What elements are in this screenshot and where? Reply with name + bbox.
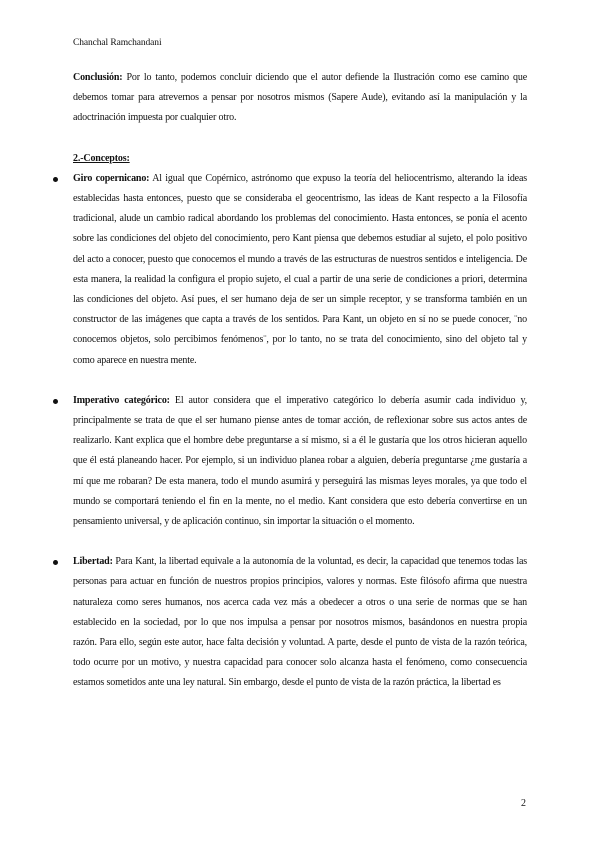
bullet-icon xyxy=(53,560,58,565)
section-heading: 2.-Conceptos: xyxy=(73,152,130,164)
conclusion-text: Por lo tanto, podemos concluir diciendo que el autor defiende la Ilustración como ese camino que debemos tomar para atrevernos a pensar por nosotros mismos (Sapere Aude), evitando así la manipulación y la adoctrinación impuesta por cualquier otro. xyxy=(73,72,527,124)
concept-item-libertad xyxy=(73,552,527,693)
bullet-icon xyxy=(53,399,58,404)
conclusion-label: Conclusión: xyxy=(73,72,123,83)
concept-text: Para Kant, la libertad equivale a la autonomía de la voluntad, es decir, la capacidad que tenemos todas las personas para actuar en función de nuestros propios principios, valores y normas. Este filósofo afirma que nuestra naturaleza como seres humanos, nos acerca cada vez más a obedecer a otros o una serie de normas que se han establecido en la sociedad, por lo que nos impulsa a pensar por nosotros mismos, basándonos en nuestra propia razón. Para ello, según este autor, hace falta decisión y voluntad. A parte, desde el punto de vista de la razón teórica, todo ocurre por un motivo, y nuestra capacidad para conocer solo alcanza hasta el fenómeno, como consecuencia estamos sometidos ante una ley natural. Sin embargo, desde el punto de vista de la razón práctica, la libertad es xyxy=(73,556,527,689)
concept-term: Libertad: xyxy=(73,556,113,568)
concept-text: El autor considera que el imperativo categórico lo debería asumir cada individuo y, principalmente se trata de que el ser humano piense antes de tomar acción, de reflexionar sobre sus actos antes de realizarlo. Kant explica que el hombre debe preguntarse a sí mismo, si a él le gustaría que los otros hicieran aquello que él está planeando hacer. Por ejemplo, si un individuo planea robar a alguien, debería preguntarse ¿me gustaría a mí que me robaran? De esta manera, todo el mundo asumirá y perseguirá las mismas leyes morales, ya que todo el mundo se comportará teniendo el fin en la mente, no el medio. Kant considera que esto debería convertirse en un pensamiento universal, y de aplicación continuo, sin importar la situación o el momento. xyxy=(73,394,527,528)
page-content xyxy=(73,68,527,694)
page-header-author: Chanchal Ramchandani xyxy=(73,38,162,48)
concept-text: Al igual que Copérnico, astrónomo que expuso la teoría del heliocentrismo, alterando la ideas establecidas hasta entonces, puesto que se consideraba el geocentrismo, las ideas de Kant respecto a la Filosofía tradicional, alude un cambio radical abordando los problemas del conocimiento. Hasta entonces, se ponía el acento sobre las condiciones del objeto del conocimiento, pero Kant piensa que debemos estudiar al sujeto, el polo positivo del acto a conocer, puesto que conocemos el mundo a través de las estructuras de nuestros sentidos e inteligencia. De esta manera, la realidad la configura el propio sujeto, el cual a partir de una serie de condiciones a priori, determina las condiciones del objeto. Así pues, el ser humano deja de ser un simple receptor, y se transforma también en un constructor de las imágenes que capta a través de los sentidos. Para Kant, un objeto en sí no se puede conocer, ¨no conocemos objetos, solo percibimos fenómenos¨, por lo tanto, no se trata del conocimiento, sino del objeto tal y como aparece en nuestra mente. xyxy=(73,172,528,366)
concept-item-giro-copernicano xyxy=(73,169,527,371)
concept-term: Giro copernicano: xyxy=(73,172,150,184)
page-number: 2 xyxy=(521,798,526,809)
conclusion-paragraph xyxy=(73,68,527,129)
concept-item-imperativo-categorico xyxy=(73,391,527,532)
bullet-icon xyxy=(53,177,58,182)
concept-term: Imperativo categórico: xyxy=(73,394,170,406)
